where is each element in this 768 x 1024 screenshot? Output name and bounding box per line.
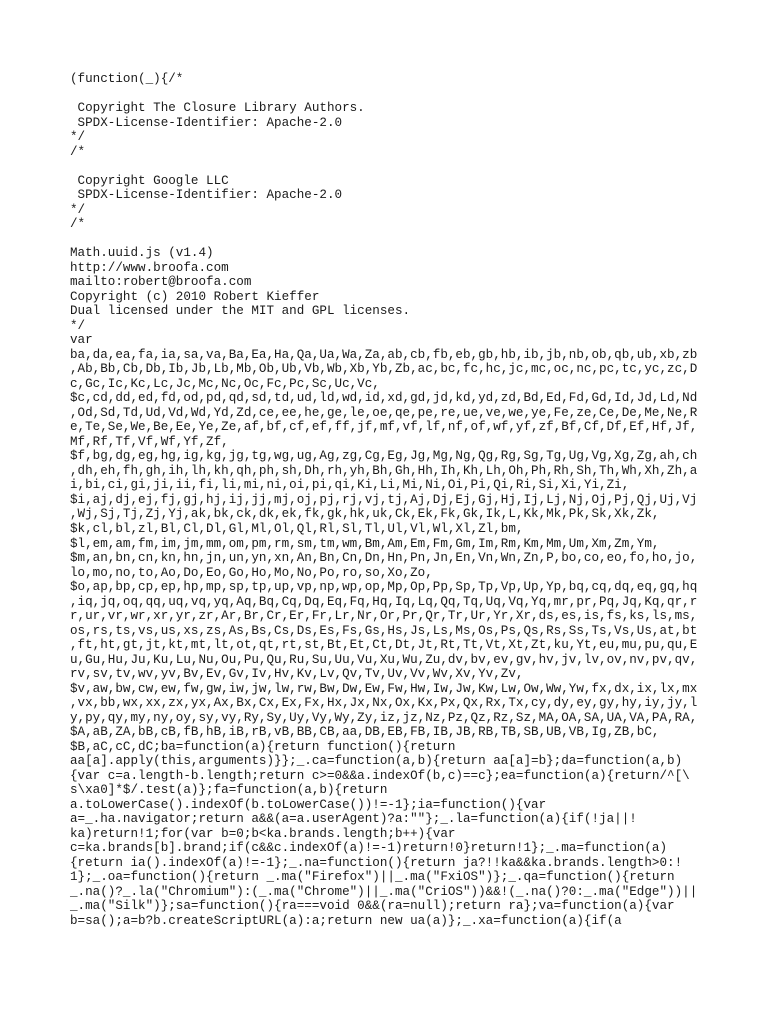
code-line: u,Gu,Hu,Ju,Ku,Lu,Nu,Ou,Pu,Qu,Ru,Su,Uu,Vu,Xu,Wu,Zu,dv,bv,ev,gv,hv,jv,lv,ov,nv,pv,qv, (70, 652, 698, 667)
code-line: Copyright The Closure Library Authors. (70, 101, 365, 116)
code-line: rv,sv,tv,wv,yv,Bv,Ev,Gv,Iv,Hv,Kv,Lv,Qv,Tv,Uv,Vv,Wv,Xv,Yv,Zv, (70, 667, 524, 682)
code-line: r,ur,vr,wr,xr,yr,zr,Ar,Br,Cr,Er,Fr,Lr,Nr,Or,Pr,Qr,Tr,Ur,Yr,Xr,ds,es,is,fs,ks,ls,ms, (70, 609, 698, 624)
code-line: ba,da,ea,fa,ia,sa,va,Ba,Ea,Ha,Qa,Ua,Wa,Za,ab,cb,fb,eb,gb,hb,ib,jb,nb,ob,qb,ub,xb,zb (70, 347, 698, 362)
code-line: ,Wj,Sj,Tj,Zj,Yj,ak,bk,ck,dk,ek,fk,gk,hk,uk,Ck,Ek,Fk,Gk,Ik,L,Kk,Mk,Pk,Sk,Xk,Zk, (70, 507, 660, 522)
code-line: $c,cd,dd,ed,fd,od,pd,qd,sd,td,ud,ld,wd,id,xd,gd,jd,kd,yd,zd,Bd,Ed,Fd,Gd,Id,Jd,Ld,Nd (70, 391, 698, 406)
code-line: $k,cl,bl,zl,Bl,Cl,Dl,Gl,Ml,Ol,Ql,Rl,Sl,Tl,Ul,Vl,Wl,Xl,Zl,bm, (70, 521, 524, 536)
code-line: ,iq,jq,oq,qq,uq,vq,yq,Aq,Bq,Cq,Dq,Eq,Fq,Hq,Iq,Lq,Qq,Tq,Uq,Vq,Yq,mr,pr,Pq,Jq,Kq,qr,r (70, 594, 698, 609)
code-line: $i,aj,dj,ej,fj,gj,hj,ij,jj,mj,oj,pj,rj,vj,tj,Aj,Dj,Ej,Gj,Hj,Ij,Lj,Nj,Oj,Pj,Qj,Uj,Vj (70, 492, 698, 507)
code-line: (function(_){/* (70, 72, 184, 86)
code-line: ,Ab,Bb,Cb,Db,Ib,Jb,Lb,Mb,Ob,Ub,Vb,Wb,Xb,Yb,Zb,ac,bc,fc,hc,jc,mc,oc,nc,pc,tc,yc,zc,D (70, 362, 698, 377)
code-line: $l,em,am,fm,im,jm,mm,om,pm,rm,sm,tm,wm,Bm,Am,Em,Fm,Gm,Im,Rm,Km,Mm,Um,Xm,Zm,Ym, (70, 536, 660, 551)
code-line: Copyright (c) 2010 Robert Kieffer (70, 289, 320, 304)
code-line: $o,ap,bp,cp,ep,hp,mp,sp,tp,up,vp,np,wp,op,Mp,Op,Pp,Sp,Tp,Vp,Up,Yp,bq,cq,dq,eq,gq,hq (70, 580, 698, 595)
code-line: a=_.ha.navigator;return a&&(a=a.userAgent)?a:""};_.la=function(a){if(!ja||! (70, 812, 637, 827)
code-line: ,ft,ht,gt,jt,kt,mt,lt,ot,qt,rt,st,Bt,Et,Ct,Dt,Jt,Rt,Tt,Vt,Xt,Zt,ku,Yt,eu,mu,pu,qu,E (70, 638, 698, 653)
code-line: 1};_.oa=function(){return _.ma("Firefox")||_.ma("FxiOS")};_.qa=function(){return (70, 870, 675, 885)
code-line: Copyright Google LLC (70, 173, 229, 188)
code-line: {var c=a.length-b.length;return c>=0&&a.indexOf(b,c)==c};ea=function(a){return/^[\ (70, 768, 690, 783)
code-line: /* (70, 217, 86, 232)
code-line: c,Gc,Ic,Kc,Lc,Jc,Mc,Nc,Oc,Fc,Pc,Sc,Uc,Vc, (70, 376, 380, 391)
code-line: */ (70, 202, 86, 217)
code-line: Mf,Rf,Tf,Vf,Wf,Yf,Zf, (70, 434, 229, 449)
code-line: os,rs,ts,vs,us,xs,zs,As,Bs,Cs,Ds,Es,Fs,Gs,Hs,Js,Ls,Ms,Os,Ps,Qs,Rs,Ss,Ts,Vs,Us,at,bt (70, 623, 698, 638)
code-line: $m,an,bn,cn,kn,hn,jn,un,yn,xn,An,Bn,Cn,Dn,Hn,Pn,Jn,En,Vn,Wn,Zn,P,bo,co,eo,fo,ho,jo, (70, 551, 698, 566)
code-line: SPDX-License-Identifier: Apache-2.0 (70, 115, 343, 130)
code-line: http://www.broofa.com (70, 260, 229, 275)
code-line: ,dh,eh,fh,gh,ih,lh,kh,qh,ph,sh,Dh,rh,yh,Bh,Gh,Hh,Ih,Kh,Lh,Oh,Ph,Rh,Sh,Th,Wh,Xh,Zh,a (70, 463, 698, 478)
code-line: */ (70, 130, 86, 145)
code-line: s\xa0]*$/.test(a)};fa=function(a,b){return (70, 783, 388, 798)
code-line: ka)return!1;for(var b=0;b<ka.brands.length;b++){var (70, 826, 456, 841)
code-line: $f,bg,dg,eg,hg,ig,kg,jg,tg,wg,ug,Ag,zg,Cg,Eg,Jg,Mg,Ng,Qg,Rg,Sg,Tg,Ug,Vg,Xg,Zg,ah,ch (70, 449, 698, 464)
code-line: e,Te,Se,We,Be,Ee,Ye,Ze,af,bf,cf,ef,ff,jf,mf,vf,lf,nf,of,wf,yf,zf,Bf,Cf,Df,Ef,Hf,Jf, (70, 420, 698, 435)
code-line: var (70, 333, 93, 348)
code-line: SPDX-License-Identifier: Apache-2.0 (70, 188, 343, 203)
code-line: {return ia().indexOf(a)!=-1};_.na=function(){return ja?!!ka&&ka.brands.length>0:! (70, 855, 683, 870)
code-line: $A,aB,ZA,bB,cB,fB,hB,iB,rB,vB,BB,CB,aa,DB,EB,FB,IB,JB,RB,TB,SB,UB,VB,Ig,ZB,bC, (70, 725, 660, 740)
code-line: Math.uuid.js (v1.4) (70, 246, 214, 261)
code-line: $v,aw,bw,cw,ew,fw,gw,iw,jw,lw,rw,Bw,Dw,Ew,Fw,Hw,Iw,Jw,Kw,Lw,Ow,Ww,Yw,fx,dx,ix,lx,mx (70, 681, 698, 696)
source-code-text (70, 72, 700, 928)
code-line: mailto:robert@broofa.com (70, 275, 252, 290)
code-line: aa[a].apply(this,arguments)}};_.ca=function(a,b){return aa[a]=b};da=function(a,b) (70, 754, 683, 769)
code-line: Dual licensed under the MIT and GPL licenses. (70, 304, 411, 319)
code-line: ,Od,Sd,Td,Ud,Vd,Wd,Yd,Zd,ce,ee,he,ge,le,oe,qe,pe,re,ue,ve,we,ye,Fe,ze,Ce,De,Me,Ne,R (70, 405, 698, 420)
code-line: _.na()?_.la("Chromium"):(_.ma("Chrome")||_.ma("CriOS"))&&!(_.na()?0:_.ma("Edge"))|| (70, 884, 698, 899)
code-line: b=sa();a=b?b.createScriptURL(a):a;return new ua(a)};_.xa=function(a){if(a (70, 913, 622, 928)
code-line: c=ka.brands[b].brand;if(c&&c.indexOf(a)!=-1)return!0}return!1};_.ma=function(a) (70, 841, 668, 856)
code-line: */ (70, 318, 86, 333)
code-line: i,bi,ci,gi,ji,ii,fi,li,mi,ni,oi,pi,qi,Ki,Li,Mi,Ni,Oi,Pi,Qi,Ri,Si,Xi,Yi,Zi, (70, 478, 630, 493)
code-line: y,py,qy,my,ny,oy,sy,vy,Ry,Sy,Uy,Vy,Wy,Zy,iz,jz,Nz,Pz,Qz,Rz,Sz,MA,OA,SA,UA,VA,PA,RA, (70, 710, 698, 725)
code-line: $B,aC,cC,dC;ba=function(a){return function(){return (70, 739, 456, 754)
code-line: _.ma("Silk")};sa=function(){ra===void 0&&(ra=null);return ra};va=function(a){var (70, 899, 675, 914)
code-line: lo,mo,no,to,Ao,Do,Eo,Go,Ho,Mo,No,Po,ro,so,Xo,Zo, (70, 565, 433, 580)
code-line: /* (70, 144, 86, 159)
code-line: ,vx,bb,wx,xx,zx,yx,Ax,Bx,Cx,Ex,Fx,Hx,Jx,Nx,Ox,Kx,Px,Qx,Rx,Tx,cy,dy,ey,gy,hy,iy,jy,l (70, 696, 698, 711)
code-line: a.toLowerCase().indexOf(b.toLowerCase())!=-1};ia=function(){var (70, 797, 547, 812)
